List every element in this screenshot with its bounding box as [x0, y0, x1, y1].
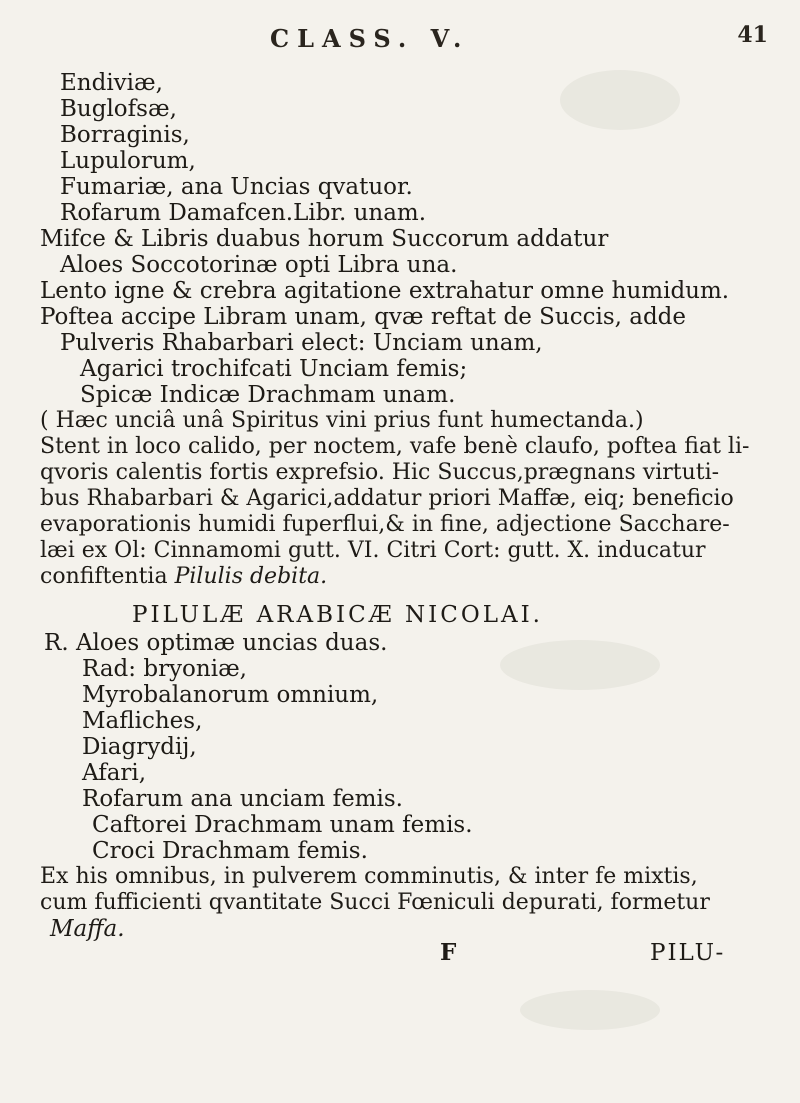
text-line: Mifce & Libris duabus horum Succorum addatur: [40, 226, 609, 252]
text-line: bus Rhabarbari & Agarici,addatur priori Maffæ, eiq; beneficio: [40, 486, 734, 511]
text-line: Rofarum ana unciam femis.: [82, 786, 403, 812]
text-line: Caftorei Drachmam unam femis.: [92, 812, 473, 838]
signature-mark: F: [440, 939, 457, 966]
text-line: Pulveris Rhabarbari elect: Unciam unam,: [60, 330, 543, 356]
text-line: Endiviæ,: [60, 70, 163, 96]
text-line: R. Aloes optimæ uncias duas.: [44, 630, 388, 656]
text-line: Croci Drachmam femis.: [92, 838, 368, 864]
section-heading: PILULÆ ARABICÆ NICOLAI.: [132, 602, 543, 628]
text-line: læi ex Ol: Cinnamomi gutt. VI. Citri Cort: gutt. X. inducatur: [40, 538, 706, 563]
text-line: Stent in loco calido, per noctem, vafe benè claufo, poftea fiat li-: [40, 434, 750, 459]
page-title: CLASS. V.: [270, 24, 470, 53]
text-line: Diagrydij,: [82, 734, 197, 760]
text-line: Buglofsæ,: [60, 96, 177, 122]
text-line: evaporationis humidi fuperflui,& in fine, adjectione Sacchare-: [40, 512, 730, 537]
catchword: PILU-: [650, 940, 726, 966]
paper-stain: [520, 990, 660, 1030]
text-line: cum fufficienti qvantitate Succi Fœniculi depurati, formetur: [40, 890, 710, 915]
text-line: qvoris calentis fortis exprefsio. Hic Succus,prægnans virtuti-: [40, 460, 720, 485]
text-line: Maffa.: [50, 916, 125, 942]
paper-stain: [560, 70, 680, 130]
text-line: Mafliches,: [82, 708, 203, 734]
text-line: Lento igne & crebra agitatione extrahatur omne humidum.: [40, 278, 730, 304]
text-span: confiftentia: [40, 564, 168, 589]
text-line: [40, 564, 327, 590]
text-line: Fumariæ, ana Uncias qvatuor.: [60, 174, 413, 200]
text-line: Lupulorum,: [60, 148, 196, 174]
text-line: Poftea accipe Libram unam, qvæ reftat de Succis, adde: [40, 304, 687, 330]
text-line: Rad: bryoniæ,: [82, 656, 247, 682]
text-line: Borraginis,: [60, 122, 190, 148]
text-line: ( Hæc unciâ unâ Spiritus vini prius funt humectanda.): [40, 408, 644, 433]
text-line: Spicæ Indicæ Drachmam unam.: [80, 382, 456, 408]
text-line: Agarici trochifcati Unciam femis;: [80, 356, 468, 382]
page-number: 41: [737, 22, 768, 48]
page-header: [0, 22, 800, 62]
text-line: Aloes Soccotorinæ opti Libra una.: [60, 252, 458, 278]
paper-stain: [500, 640, 660, 690]
text-line: Ex his omnibus, in pulverem comminutis, & inter fe mixtis,: [40, 864, 698, 889]
italic-text: Pilulis debita.: [174, 564, 328, 589]
text-line: Myrobalanorum omnium,: [82, 682, 379, 708]
text-line: Afari,: [82, 760, 147, 786]
text-line: Rofarum Damafcen.Libr. unam.: [60, 200, 427, 226]
